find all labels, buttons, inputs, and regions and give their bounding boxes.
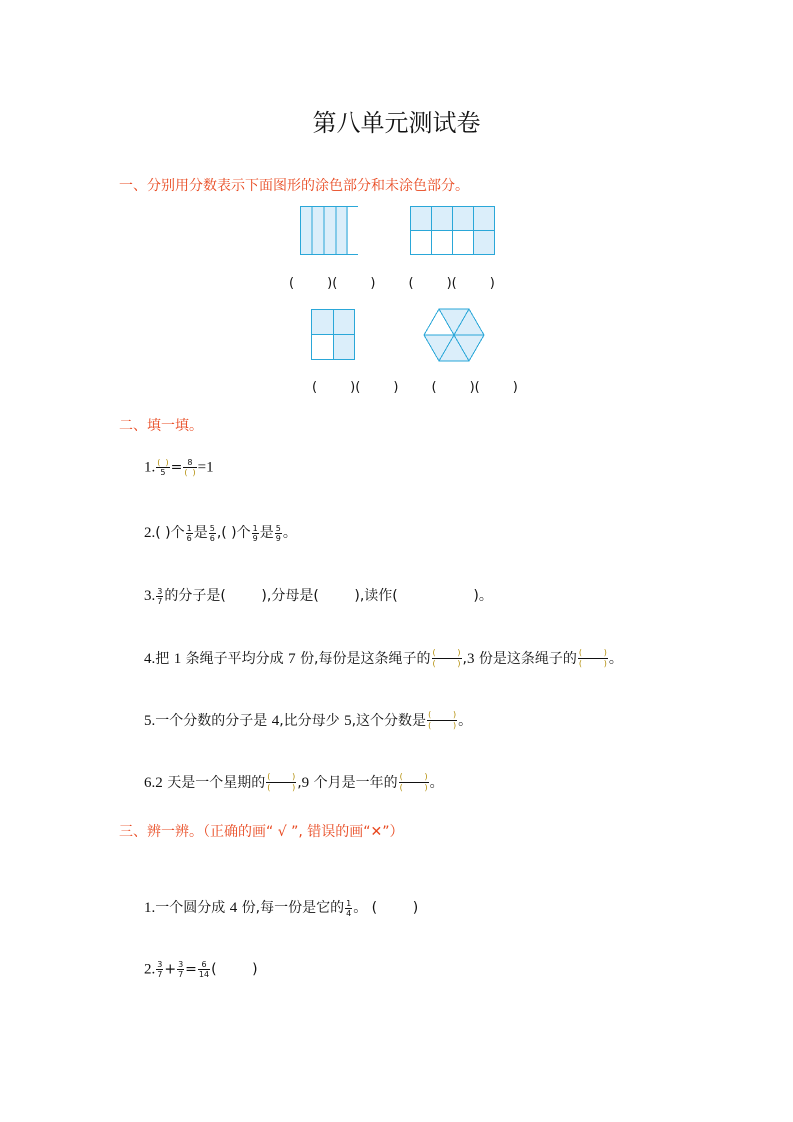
- figure-strips: [300, 206, 360, 256]
- fill-question-2: 2.( )个 $\frac{1}{6}$ 是 $\frac{5}{6}$ ,( )个 $\frac{1}{9}$ 是 $\frac{5}{9}$ 。: [144, 523, 297, 543]
- page-title: 第八单元测试卷: [312, 109, 481, 137]
- section-1-heading: 一、分别用分数表示下面图形的涂色部分和未涂色部分。: [119, 178, 469, 194]
- figure-hexagon: [423, 307, 485, 363]
- fraction-blank[interactable]: ( ) ( ): [428, 710, 457, 730]
- fraction-blank[interactable]: ( ) ( ): [578, 648, 607, 668]
- fill-question-1: 1. $\frac{( )}{5}$ = $\frac{8}{( )}$ =1: [144, 458, 214, 477]
- fraction-blank[interactable]: ( ) ( ): [399, 772, 428, 792]
- section-2-heading: 二、填一填。: [119, 418, 203, 434]
- answer-blanks-row1[interactable]: ( )( ) ( )( ): [289, 276, 495, 291]
- fill-question-6: 6.2 天是一个星期的 ( ) ( ) ,9 个月是一年的 ( ) ( ) 。: [144, 772, 444, 792]
- figure-square: [311, 309, 356, 361]
- section-3-heading: 三、辨一辨。（正确的画“ √ ”, 错误的画“✕”）: [119, 824, 404, 840]
- fill-question-3: 3. $\frac{3}{7}$ 的分子是( ),分母是( ),读作( )。: [144, 586, 493, 606]
- fill-question-5: 5.一个分数的分子是 4,比分母少 5,这个分数是 ( ) ( ) 。: [144, 710, 473, 730]
- answer-blanks-row2[interactable]: ( )( ) ( )( ): [312, 380, 518, 395]
- fraction-blank[interactable]: ( ) ( ): [267, 772, 296, 792]
- judge-question-2: 2. $\frac{3}{7}$ + $\frac{3}{7}$ = $\frac{6}{14}$ ( ): [144, 960, 258, 979]
- judge-question-1: 1.一个圆分成 4 份,每一份是它的 $\frac{1}{4}$ 。 ( ): [144, 898, 419, 918]
- figure-grid: [410, 206, 496, 256]
- fill-question-4: 4.把 1 条绳子平均分成 7 份,每份是这条绳子的 ( ) ( ) ,3 份是这条绳子的 ( ) ( ) 。: [144, 648, 623, 668]
- fraction-blank[interactable]: ( ) ( ): [432, 648, 461, 668]
